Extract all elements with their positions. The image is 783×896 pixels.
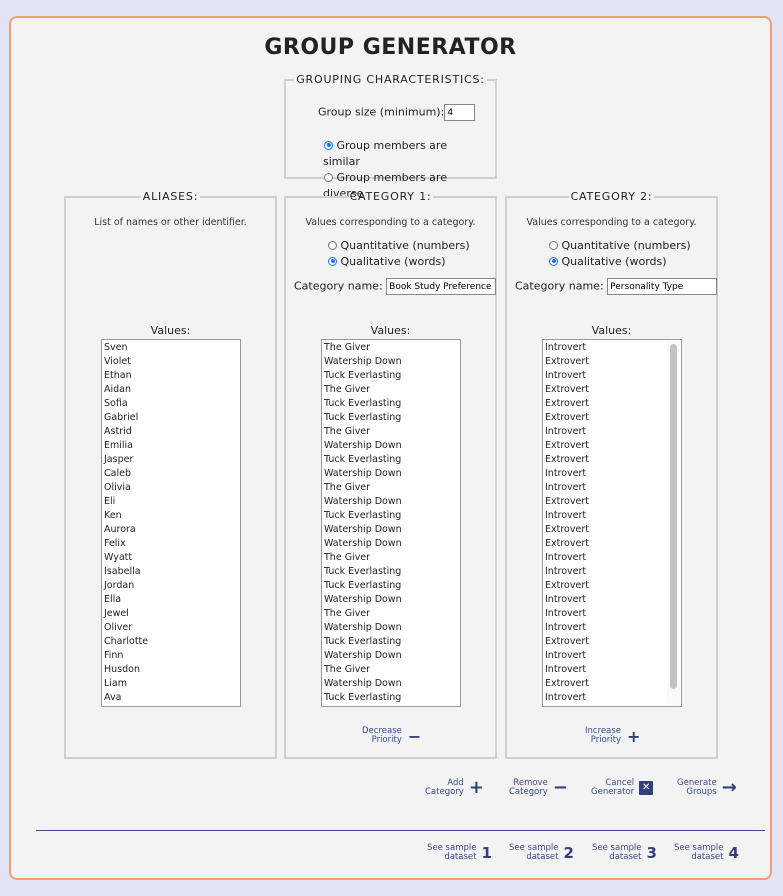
generate-groups-button[interactable] — [677, 779, 737, 797]
list-item: Introvert — [545, 692, 587, 703]
sample-dataset-4-number: 4 — [728, 843, 739, 862]
category-2-scroll-thumb[interactable] — [670, 344, 677, 689]
category-1-name-row — [294, 278, 496, 295]
list-item: Felix — [104, 538, 126, 549]
category-2-quantitative-label: Quantitative (numbers) — [561, 239, 691, 252]
aliases-panel — [64, 190, 277, 759]
list-item: Aurora — [104, 524, 136, 535]
list-item: Liam — [104, 678, 128, 689]
category-1-qualitative-label: Qualitative (words) — [340, 255, 446, 268]
list-item: Introvert — [545, 482, 587, 493]
add-category-label: Add Category — [425, 778, 464, 797]
sample-dataset-2-button[interactable] — [509, 844, 574, 862]
list-item: The Giver — [324, 342, 371, 353]
list-item: Introvert — [545, 566, 587, 577]
sample-dataset-3-number: 3 — [646, 843, 657, 862]
decrease-priority-button[interactable] — [362, 727, 421, 745]
list-item: Wyatt — [104, 552, 133, 563]
page-title: GROUP GENERATOR — [264, 35, 517, 60]
category-1-name-input[interactable] — [386, 278, 496, 295]
list-item: The Giver — [324, 426, 371, 437]
aliases-values-list[interactable] — [101, 339, 241, 707]
list-item: Introvert — [545, 342, 587, 353]
similar-label-line2: similar — [323, 155, 360, 168]
list-item: Introvert — [545, 608, 587, 619]
list-item: Watership Down — [324, 678, 402, 689]
list-item: Ava — [104, 692, 122, 703]
arrow-right-icon: → — [721, 777, 737, 798]
list-item: Astrid — [104, 426, 132, 437]
sample-dataset-4-label: See sample dataset — [674, 843, 724, 862]
list-item: Tuck Everlasting — [324, 510, 402, 521]
list-item: Jewel — [104, 608, 129, 619]
category-2-quantitative-option[interactable] — [549, 239, 691, 252]
list-item: The Giver — [324, 384, 371, 395]
list-item: Introvert — [545, 468, 587, 479]
divider — [36, 830, 765, 831]
list-item: Watership Down — [324, 650, 402, 661]
cancel-generator-button[interactable] — [591, 779, 653, 797]
minus-icon: − — [407, 726, 422, 746]
list-item: Watership Down — [324, 524, 402, 535]
list-item: Tuck Everlasting — [324, 412, 402, 423]
category-2-description: Values corresponding to a category. — [526, 217, 697, 228]
list-item: Sofia — [104, 398, 128, 409]
add-category-button[interactable] — [425, 779, 484, 797]
list-item: Tuck Everlasting — [324, 398, 402, 409]
list-item: Isabella — [104, 566, 141, 577]
list-item: Extrovert — [545, 538, 589, 549]
category-1-quantitative-option[interactable] — [328, 239, 470, 252]
category-1-panel — [284, 190, 497, 759]
group-size-label: Group size (minimum): — [318, 105, 445, 119]
list-item: Introvert — [545, 650, 587, 661]
remove-category-label: Remove Category — [509, 778, 548, 797]
category-2-name-label: Category name: — [515, 279, 604, 293]
list-item: Extrovert — [545, 496, 589, 507]
list-item: Extrovert — [545, 384, 589, 395]
list-item: Watership Down — [324, 538, 402, 549]
list-item: Oliver — [104, 622, 133, 633]
list-item: The Giver — [324, 552, 371, 563]
diverse-label-line2: diverse — [323, 187, 364, 200]
category-2-name-input[interactable] — [607, 278, 717, 295]
category-1-quantitative-label: Quantitative (numbers) — [340, 239, 470, 252]
category-2-values-label: Values: — [591, 324, 632, 337]
category-2-qualitative-option[interactable] — [549, 255, 667, 268]
list-item: Husdon — [104, 664, 140, 675]
list-item: Caleb — [104, 468, 131, 479]
category-2-name-row — [515, 278, 717, 295]
list-item: Tuck Everlasting — [324, 580, 402, 591]
sample-dataset-2-number: 2 — [563, 843, 574, 862]
list-item: Tuck Everlasting — [324, 454, 402, 465]
increase-priority-button[interactable] — [585, 727, 640, 745]
category-2-panel — [505, 190, 718, 759]
category-1-qualitative-radio[interactable] — [328, 257, 337, 266]
list-item: Jasper — [104, 454, 134, 465]
list-item: Ella — [104, 594, 122, 605]
list-item: Introvert — [545, 370, 587, 381]
list-item: Tuck Everlasting — [324, 636, 402, 647]
list-item: The Giver — [324, 664, 371, 675]
minus-icon: − — [552, 777, 568, 798]
list-item: Extrovert — [545, 524, 589, 535]
list-item: Violet — [104, 356, 131, 367]
category-2-quantitative-radio[interactable] — [549, 241, 558, 250]
list-item: Tuck Everlasting — [324, 370, 402, 381]
list-item: Jordan — [104, 580, 135, 591]
category-1-description: Values corresponding to a category. — [305, 217, 476, 228]
list-item: Introvert — [545, 594, 587, 605]
list-item: Watership Down — [324, 440, 402, 451]
list-item: Aidan — [104, 384, 132, 395]
sample-dataset-1-button[interactable] — [427, 844, 492, 862]
list-item: Olivia — [104, 482, 131, 493]
plus-icon: + — [626, 726, 641, 746]
decrease-priority-label: Decrease Priority — [362, 726, 402, 745]
increase-priority-label: Increase Priority — [585, 726, 621, 745]
category-2-qualitative-label: Qualitative (words) — [561, 255, 667, 268]
list-item: Extrovert — [545, 636, 589, 647]
similar-label-line1: Group members are — [336, 139, 447, 152]
list-item: Watership Down — [324, 594, 402, 605]
similar-option[interactable] — [324, 138, 447, 154]
diverse-label-line1: Group members are — [336, 171, 447, 184]
diverse-option[interactable] — [324, 170, 447, 186]
list-item: Watership Down — [324, 356, 402, 367]
aliases-legend: ALIASES: — [142, 190, 199, 203]
grouping-legend: GROUPING CHARACTERISTICS: — [296, 73, 485, 86]
list-item: The Giver — [324, 482, 371, 493]
list-item: Tuck Everlasting — [324, 566, 402, 577]
aliases-description: List of names or other identifier. — [94, 217, 247, 228]
generator-card — [9, 16, 772, 880]
list-item: Ken — [104, 510, 122, 521]
sample-dataset-3-label: See sample dataset — [592, 843, 642, 862]
list-item: Extrovert — [545, 454, 589, 465]
list-item: Tuck Everlasting — [324, 692, 402, 703]
group-size-input[interactable] — [444, 104, 475, 121]
list-item: Eli — [104, 496, 116, 507]
list-item: Extrovert — [545, 398, 589, 409]
category-1-values-label: Values: — [370, 324, 411, 337]
category-2-qualitative-radio[interactable] — [549, 257, 558, 266]
list-item: Charlotte — [104, 636, 149, 647]
list-item: Ethan — [104, 370, 132, 381]
category-1-quantitative-radio[interactable] — [328, 241, 337, 250]
sample-dataset-4-button[interactable] — [674, 844, 739, 862]
sample-dataset-1-number: 1 — [481, 843, 492, 862]
list-item: Sven — [104, 342, 128, 353]
sample-dataset-2-label: See sample dataset — [509, 843, 559, 862]
category-1-qualitative-option[interactable] — [328, 255, 446, 268]
cancel-generator-label: Cancel Generator — [591, 778, 635, 797]
generate-groups-label: Generate Groups — [677, 778, 717, 797]
list-item: Extrovert — [545, 440, 589, 451]
plus-icon: + — [468, 777, 484, 798]
list-item: Extrovert — [545, 678, 589, 689]
list-item: Gabriel — [104, 412, 139, 423]
list-item: The Giver — [324, 608, 371, 619]
similar-radio[interactable] — [324, 141, 333, 150]
group-size-row — [318, 104, 475, 121]
list-item: Finn — [104, 650, 124, 661]
list-item: Emilia — [104, 440, 133, 451]
diverse-radio[interactable] — [324, 173, 333, 182]
list-item: Extrovert — [545, 580, 589, 591]
list-item: Introvert — [545, 426, 587, 437]
list-item: Introvert — [545, 552, 587, 563]
sample-dataset-1-label: See sample dataset — [427, 843, 477, 862]
category-2-legend: CATEGORY 2: — [570, 190, 653, 203]
aliases-values-label: Values: — [150, 324, 191, 337]
list-item: Watership Down — [324, 622, 402, 633]
category-2-scrollbar[interactable] — [667, 341, 680, 705]
sample-dataset-3-button[interactable] — [592, 844, 657, 862]
category-1-name-label: Category name: — [294, 279, 383, 293]
category-1-legend: CATEGORY 1: — [349, 190, 432, 203]
remove-category-button[interactable] — [509, 779, 568, 797]
list-item: Introvert — [545, 664, 587, 675]
list-item: Watership Down — [324, 496, 402, 507]
close-icon: ✕ — [639, 781, 653, 795]
list-item: Introvert — [545, 622, 587, 633]
category-2-values-list[interactable] — [542, 339, 682, 707]
list-item: Watership Down — [324, 468, 402, 479]
list-item: Extrovert — [545, 356, 589, 367]
list-item: Introvert — [545, 510, 587, 521]
list-item: Extrovert — [545, 412, 589, 423]
category-1-values-list[interactable] — [321, 339, 461, 707]
